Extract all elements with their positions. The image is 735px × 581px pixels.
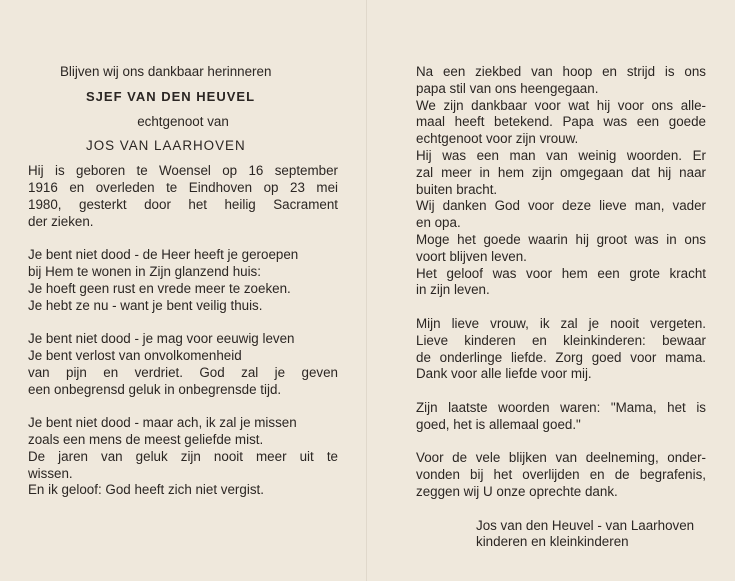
poem-line: wissen. xyxy=(28,465,73,481)
bio-line: Hij is geboren te Woensel op 16 september xyxy=(28,163,338,179)
text-line: buiten bracht. xyxy=(416,181,498,197)
last-wishes-paragraph xyxy=(416,316,706,383)
text-line: Hij was een man van weinig woorden. Er xyxy=(416,147,706,163)
text-line: voort blijven leven. xyxy=(416,248,527,264)
text-line: zeggen wij U onze oprechte dank. xyxy=(416,483,618,499)
last-words-paragraph xyxy=(416,400,706,434)
text-line: goed, het is allemaal goed." xyxy=(416,416,581,432)
text-line: Moge het goede waarin hij groot was in ons xyxy=(416,231,706,247)
text-line: Wij danken God voor deze lieve man, vader xyxy=(416,198,706,214)
poem-stanza-1 xyxy=(28,247,338,314)
intro-line: Blijven wij ons dankbaar herinneren xyxy=(60,64,272,79)
poem-line: zoals een mens de meest geliefde mist. xyxy=(28,431,264,447)
text-line: echtgenoot voor zijn vrouw. xyxy=(416,131,579,147)
poem-stanza-3 xyxy=(28,415,338,499)
text-line: en opa. xyxy=(416,215,461,231)
poem-line: En ik geloof: God heeft zich niet vergist. xyxy=(28,482,264,498)
signature-block xyxy=(416,518,706,552)
text-line: papa stil van ons heengegaan. xyxy=(416,80,599,96)
bio-line: 1980, gesterkt door het heilig Sacrament xyxy=(28,196,338,212)
text-line: Na een ziekbed van hoop en strijd is ons xyxy=(416,64,706,79)
poem-line: een onbegrensd geluk in onbegrensde tijd. xyxy=(28,381,282,397)
poem-line: Je bent niet dood - maar ach, ik zal je missen xyxy=(28,415,297,431)
poem-line: Je bent niet dood - de Heer heeft je geroepen xyxy=(28,247,299,263)
poem-line: van pijn en verdriet. God zal je geven xyxy=(28,364,338,380)
text-line: Het geloof was voor hem een grote kracht xyxy=(416,265,706,281)
poem-line: Je bent niet dood - je mag voor eeuwig leven xyxy=(28,331,295,347)
text-line: maal heeft betekend. Papa was een goede xyxy=(416,114,706,130)
deceased-name: SJEF VAN DEN HEUVEL xyxy=(86,88,256,104)
card-fold xyxy=(366,0,368,581)
bio-paragraph xyxy=(28,163,338,230)
spouse-label: echtgenoot van xyxy=(137,113,229,129)
text-line: Dank voor alle liefde voor mij. xyxy=(416,366,592,382)
text-line: Zijn laatste woorden waren: "Mama, het is xyxy=(416,399,706,415)
text-line: Lieve kinderen en kleinkinderen: bewaar xyxy=(416,332,706,348)
right-page xyxy=(416,64,706,551)
text-line: Voor de vele blijken van deelneming, onder- xyxy=(416,450,706,466)
poem-stanza-2 xyxy=(28,331,338,398)
text-line: in zijn leven. xyxy=(416,282,490,298)
spouse-name: JOS VAN LAARHOVEN xyxy=(86,138,246,154)
text-line: Mijn lieve vrouw, ik zal je nooit vergeten. xyxy=(416,315,706,331)
left-page xyxy=(28,64,338,499)
farewell-paragraph xyxy=(416,64,706,299)
thanks-paragraph xyxy=(416,450,706,500)
text-line: We zijn dankbaar voor wat hij voor ons alle- xyxy=(416,97,706,113)
poem-line: De jaren van geluk zijn nooit meer uit te xyxy=(28,448,338,464)
text-line: vonden bij het overlijden en de begrafenis, xyxy=(416,467,706,483)
poem-line: bij Hem te wonen in Zijn glanzend huis: xyxy=(28,263,261,279)
poem-line: Je hoeft geen rust en vrede meer te zoeken. xyxy=(28,280,291,296)
signature-line: kinderen en kleinkinderen xyxy=(476,534,629,550)
poem-line: Je hebt ze nu - want je bent veilig thuis. xyxy=(28,297,263,313)
text-line: zal meer in hem zijn omgegaan dat hij naar xyxy=(416,164,706,180)
bio-line: der zieken. xyxy=(28,213,94,229)
bio-line: 1916 en overleden te Eindhoven op 23 mei xyxy=(28,179,338,195)
text-line: de onderlinge liefde. Zorg goed voor mama. xyxy=(416,349,706,365)
poem-line: Je bent verlost van onvolkomenheid xyxy=(28,347,242,363)
signature-line: Jos van den Heuvel - van Laarhoven xyxy=(476,517,695,533)
